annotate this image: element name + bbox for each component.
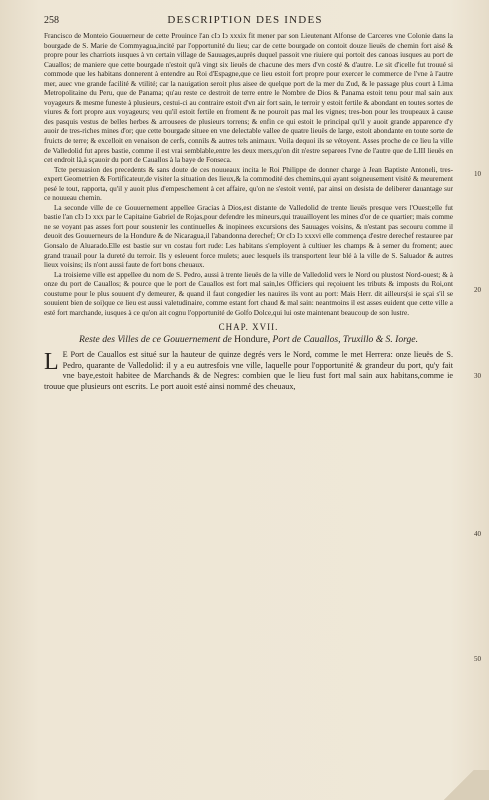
paragraph: La troisieme ville est appellee du nom de S. Pedro, aussi à trente lieuës de la ville de Valledolid vers le Nord ou plustost Nord-ouest; & à onze du port de Cauallos; & pource que le port de Cauallos est fort mal sain,les Officiers qui reçoiuent les tributs & imposts du Roi,ont coustume pour le plus souuent d'y demeurer, & quand il faut congedier les nauires ils vont au port: Mais Herr. dit ailleurs(si ie sçai s'il se souuient bien de soi)que ce lieu est aussi valetudinaire, comme estant fort chaud & mal sain: neantmoins il est asses euident que cette ville a esté fort marchande, iusques à ce qu'on ait cognu l'opportunité de Golfo Dolce,qui lui oste maintenant beaucoup de son lustre. — [44, 270, 453, 317]
paragraph: La seconde ville de ce Gouuernement appellee Gracias à Dios,est distante de Valledolid de trente lieuës presque vers l'Ouest;elle fut bastie l'an cIↄ Iↄ xxx par le Capitaine Gabriel de Rojas,pour defendre les mineurs,qui trauailloyent les mines d'or de ce quartier; mais comme ne se voyant pas asses fort pour soustenir les continuelles & inopinees excursions des Sauuages voisins, & n'estant pas secouru comme il deuoit des Gouuerneurs de la Hondure & de Nicaragua,il l'abandonna derechef; Or cIↄ Iↄ xxxvi elle commença d'estre derechef restauree par Gonsalo de Aluarado.Elle est bastie sur vn costau fort rude: Les habitans s'employent à cultiuer les champs & à semer du froment; auec grand trauail pour la dureté du terroir. Ils y esleuent force mulets; auec lesquels ils transportent leur blé à la ville de S. Saluador & autres lieux voisins; ils n'ont aussi faute de fort bons cheuaux. — [44, 203, 453, 270]
margin-number: 50 — [474, 655, 481, 663]
margin-number: 40 — [474, 530, 481, 538]
margin-number: 30 — [474, 372, 481, 380]
chapter-title-part: Hondure, — [234, 334, 273, 346]
margin-number: 10 — [474, 170, 481, 178]
page-corner-fold — [429, 770, 489, 800]
paragraph: Tcte persuasion des precedents & sans doute de ces nouueaux incita le Roi Philippe de donner charge à Jean Baptiste Antoneli, tres-expert Geometrien & Fortificateur,de visiter la situation des lieux,& la commodité des chemins,qui ayant soigneusement visité & meurement pesé le tout, rapporta, qu'il y auoit plus d'empeschement à cet affaire, qu'on ne s'estoit venté, par ainsi on desista de deliberer dauantage sur ce nouueau chemin. — [44, 165, 453, 203]
page-number: 258 — [44, 15, 59, 26]
paragraph: Francisco de Monteio Gouuerneur de cette Prouince l'an cIↄ Iↄ xxxix fit mener par son Lieutenant Alfonse de Carceres vne Colonie dans la bourgade de S. Marie de Commyagua,incité par l'opportunité du lieu; car de cette bourgade on contoit douze lieuës de chemin fort aisé & propre pour les charriots iusques à vn certain village de Sauuages,auprès duquel passoit vne riuiere qui portoit des canoas iusques au port de Cauallos; de maniere que cette bourgade n'estoit qu'à vingt six lieuës de chacune des mers d'vn costé & d'autre. Le sit d'icelle fut trouué si commode que les habitans donnerent à entendre au Roi d'Espagne,que ce lieu estoit fort propre pour exercer le commerce de l'vne à l'autre mer, auec vne grande facilité & vtilité; car la nauigation seroit plus aisee de quelque port de la mer du Zud, & le passage plus court à Lima Metropolitaine du Peru, que de Panama; qu'au reste ce destroit de terre entre le Nombre de Dios & Panama estoit tenu pour mal sain aux voyageurs & mesme funeste à plusieurs, cestui-ci au contraire estoit d'vn air fort sain, le terroir y estoit fertile & abondant en toutes sortes de viures & fort propre aux voyageurs; veu qu'il estoit fertile en froment & ne pouroit pas mal les vignes; tres-bon pour les troupeaux à cause des pasquis vestus de belles herbes & arrousees de plusieurs torrens; & enfin ce qui estoit le principal qu'il y auoit grande apparence d'y auoir de tres-riches mines d'or; que cette bourgade situee en vne delectable vallee de quatre lieuës de large, estoit abondante en toute sorte de fruicts de terre; & excelloit en venaison de cerfs, connils & autres tels animaux. Voila dequoi ils se vétoyent. Asses proche de ce lieu la ville de Valledolid fut apres bastie, comme il est vrai semblable,entre les deux mers,qu'on dit n'estre separees l'vne de l'autre que de LIII lieuës en cet endroit là,à sçauoir du port de Cauallos à la baye de Fonseca. — [44, 32, 453, 165]
chapter-title-part: Port de Cauallos, Truxillo & S. Iorge. — [272, 334, 418, 346]
chapter-title — [54, 334, 443, 346]
running-title: DESCRIPTION DES INDES — [167, 14, 323, 26]
drop-cap: L — [44, 349, 59, 376]
chapter-opening — [44, 350, 453, 392]
paragraph: E Port de Cauallos est situé sur la hauteur de quinze degrés vers le Nord, comme le met Herrera: onze lieuës de S. Pedro, quarante de Valledolid: il y a eu autresfois vne ville, laquelle pour l'opportunité & grandeur du port, qu'y fait vne baye,estoit habitee de Marchands & de Negres: combien que le lieu fust fort mal sain aux habitans,comme ie trouue que plusieurs ont escrits. Le port auoit esté ainsi nommé des cheuaux, — [44, 350, 453, 391]
margin-number: 20 — [474, 286, 481, 294]
page-header — [44, 14, 453, 26]
chapter-label: CHAP. XVII. — [218, 322, 279, 333]
chapter-title-part: Reste des Villes de ce Gouuernement de — [79, 334, 235, 346]
